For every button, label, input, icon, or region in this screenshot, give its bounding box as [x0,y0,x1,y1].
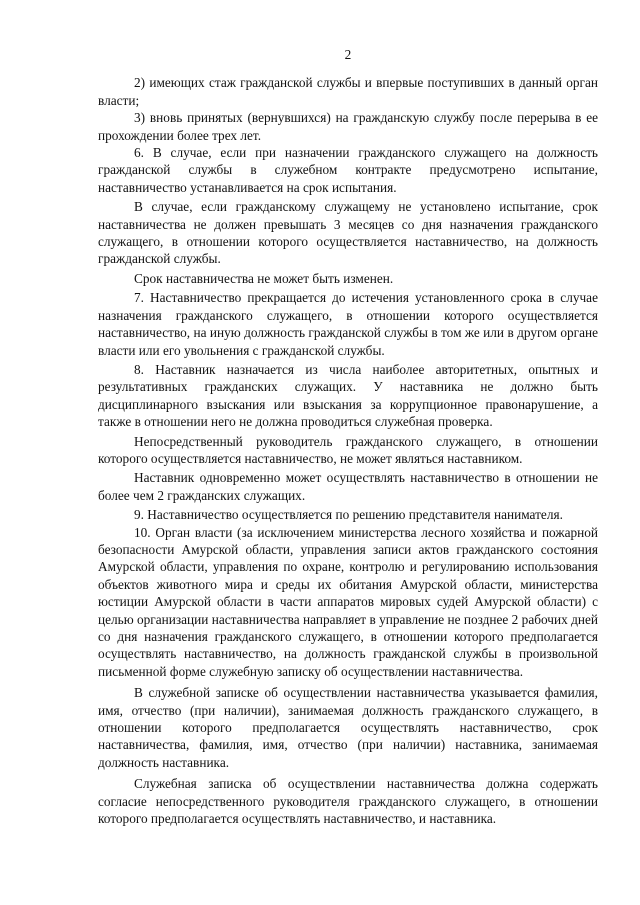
paragraph-clause-10: 10. Орган власти (за исключением министерства лесного хозяйства и пожарной безопасности Амурской области, управления записи актов гражданского состояния Амурской области, управления по охране, контролю и регулированию использования объектов животного мира и среды их обитания Амурской области, министерства юстиции Амурской области в части аппаратов мировых судей Амурской области) с целью организации наставничества направляет в управление не позднее 2 рабочих дней со дня назначения гражданского служащего, в отношении которого предполагается осуществлять наставничество, на должность гражданской службы в произвольной письменной форме служебную записку об осуществлении наставничества. [98,524,598,679]
paragraph-no-probation: В случае, если гражданскому служащему не установлено испытание, срок наставничества не должен превышать 3 месяцев со дня назначения гражданского служащего, в отношении которого осуществляется наставничество, на должность гражданской службы. [98,199,598,267]
paragraph-term-unchangeable: Срок наставничества не может быть изменен. [134,270,394,286]
paragraph-clause-9: 9. Наставничество осуществляется по решению представителя нанимателя. [134,507,563,523]
paragraph-clause-7: 7. Наставничество прекращается до истечения установленного срока в случае назначения гражданского служащего, в отношении которого осуществляется наставничество, на иную должность гражданской службы в том же или в другом органе власти или его увольнения с гражданской службы. [98,290,598,358]
paragraph-clause-6: 6. В случае, если при назначении гражданского служащего на должность гражданской службы в служебном контракте предусмотрено испытание, наставничество устанавливается на срок испытания. [98,145,598,195]
paragraph-memo-consent: Служебная записка об осуществлении наставничества должна содержать согласие непосредственного руководителя гражданского служащего, в отношении которого предполагается осуществлять наставничество, и наставника. [98,776,598,827]
paragraph-item-3: 3) вновь принятых (вернувшихся) на гражданскую службу после перерыва в ее прохождении более трех лет. [98,110,598,143]
paragraph-item-2: 2) имеющих стаж гражданской службы и впервые поступивших в данный орган власти; [98,75,598,108]
paragraph-supervisor: Непосредственный руководитель гражданского служащего, в отношении которого осуществляется наставничество, не может являться наставником. [98,433,598,466]
paragraph-memo-contents: В служебной записке об осуществлении наставничества указывается фамилия, имя, отчество (при наличии), занимаемая должность гражданского служащего, в отношении которого предполагается осуществлять наставничество, срок наставничества, фамилия, имя, отчество (при наличии) наставника, занимаемая должность наставника. [98,685,598,770]
paragraph-clause-8: 8. Наставник назначается из числа наиболее авторитетных, опытных и результативных гражданских служащих. У наставника не должно быть дисциплинарного взыскания или взыскания за коррупционное правонарушение, а также в отношении него не должна проводиться служебная проверка. [98,361,598,430]
paragraph-mentor-limit: Наставник одновременно может осуществлять наставничество в отношении не более чем 2 гражданских служащих. [98,470,598,503]
page-number: 2 [344,47,352,62]
